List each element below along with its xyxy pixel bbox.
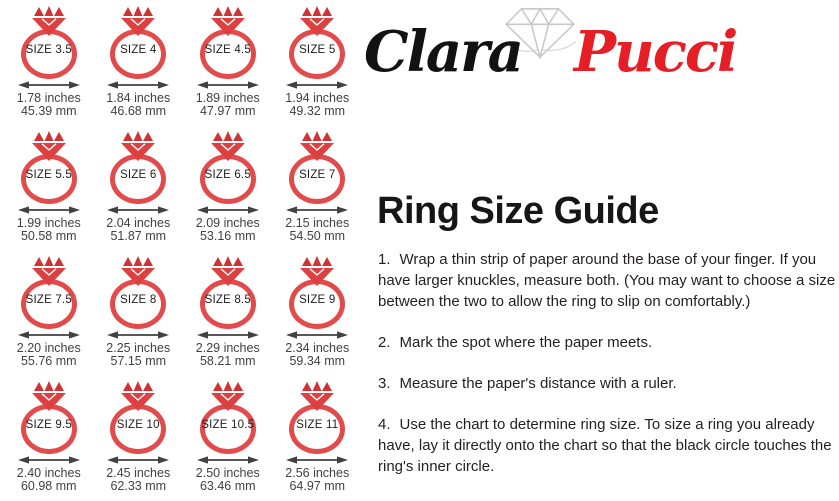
ring-size-cell <box>4 130 94 255</box>
ring-diameter-mm: 64.97 mm <box>289 479 346 493</box>
ring-size-label: SIZE 9 <box>299 294 336 306</box>
ring-size-cell <box>4 380 94 501</box>
step-text: Measure the paper's distance with a ruler. <box>399 375 677 392</box>
instruction-step <box>378 414 839 477</box>
ring-diameter-inches: 1.84 inches <box>106 91 171 105</box>
step-text: Mark the spot where the paper meets. <box>399 334 653 351</box>
ring-diameter-mm: 59.34 mm <box>289 354 346 368</box>
ring-diamond-icon <box>120 256 156 286</box>
ring-size-cell <box>4 255 94 380</box>
diameter-arrow-icon <box>286 330 348 340</box>
ring-size-cell <box>273 255 363 380</box>
diameter-arrow-icon <box>197 330 259 340</box>
ring-size-cell <box>183 130 273 255</box>
ring-diameter-mm: 53.16 mm <box>199 229 256 243</box>
instruction-step <box>378 373 839 394</box>
ring-size-cell <box>183 255 273 380</box>
brand-word-pucci: Pucci <box>573 19 737 85</box>
diameter-arrow-icon <box>107 80 169 90</box>
ring-diameter-mm: 57.15 mm <box>110 354 167 368</box>
ring-diameter-inches: 2.56 inches <box>285 466 350 480</box>
ring-size-cell <box>94 255 184 380</box>
diameter-arrow-icon <box>107 455 169 465</box>
ring-diamond-icon <box>299 131 335 161</box>
ring-size-label: SIZE 6 <box>120 169 157 181</box>
ring-diameter-inches: 2.29 inches <box>195 341 260 355</box>
ring-diameter-mm: 60.98 mm <box>20 479 77 493</box>
ring-diamond-icon <box>31 256 67 286</box>
ring-diameter-inches: 2.45 inches <box>106 466 171 480</box>
step-text: Wrap a thin strip of paper around the base of your finger. If you have larger knuckles, measure both. (You may want to choose a size between the two to allow the ring to slip on comfortably.) <box>378 251 836 310</box>
ring-size-label: SIZE 4.5 <box>204 44 251 56</box>
ring-size-cell <box>183 5 273 130</box>
diameter-arrow-icon <box>18 80 80 90</box>
ring-diameter-inches: 2.25 inches <box>106 341 171 355</box>
ring-diamond-icon <box>120 131 156 161</box>
ring-diameter-inches: 1.99 inches <box>16 216 81 230</box>
ring-size-label: SIZE 5.5 <box>25 169 72 181</box>
ring-size-cell <box>94 380 184 501</box>
ring-diamond-icon <box>210 131 246 161</box>
brand-word-clara: Clara <box>364 19 522 85</box>
diameter-arrow-icon <box>286 80 348 90</box>
instruction-step <box>378 332 839 353</box>
ring-diamond-icon <box>299 256 335 286</box>
ring-diamond-icon <box>210 381 246 411</box>
brand-wordmark <box>364 12 736 92</box>
ring-diameter-mm: 47.97 mm <box>199 104 256 118</box>
ring-diameter-mm: 55.76 mm <box>20 354 77 368</box>
ring-size-cell <box>273 5 363 130</box>
ring-size-label: SIZE 4 <box>120 44 157 56</box>
ring-diameter-inches: 2.20 inches <box>16 341 81 355</box>
ring-diameter-inches: 1.89 inches <box>195 91 260 105</box>
ring-diameter-inches: 2.50 inches <box>195 466 260 480</box>
diameter-arrow-icon <box>18 330 80 340</box>
ring-size-label: SIZE 7.5 <box>25 294 72 306</box>
diameter-arrow-icon <box>197 455 259 465</box>
ring-size-label: SIZE 3.5 <box>25 44 72 56</box>
ring-size-cell <box>183 380 273 501</box>
diameter-arrow-icon <box>18 455 80 465</box>
step-number: 4. <box>378 416 391 433</box>
step-number: 3. <box>378 375 391 392</box>
ring-diameter-mm: 50.58 mm <box>20 229 77 243</box>
ring-diameter-mm: 51.87 mm <box>110 229 167 243</box>
ring-diamond-icon <box>31 6 67 36</box>
diameter-arrow-icon <box>18 205 80 215</box>
diameter-arrow-icon <box>107 330 169 340</box>
ring-size-label: SIZE 11 <box>296 419 339 431</box>
ring-size-cell <box>94 130 184 255</box>
ring-diameter-inches: 1.78 inches <box>16 91 81 105</box>
ring-size-label: SIZE 5 <box>299 44 336 56</box>
brand-logo <box>364 0 834 108</box>
ring-diameter-inches: 2.34 inches <box>285 341 350 355</box>
ring-size-label: SIZE 10.5 <box>201 419 255 431</box>
ring-diamond-icon <box>299 381 335 411</box>
diameter-arrow-icon <box>286 205 348 215</box>
step-number: 2. <box>378 334 391 351</box>
ring-diameter-mm: 45.39 mm <box>20 104 77 118</box>
ring-diamond-icon <box>31 131 67 161</box>
ring-size-cell <box>94 5 184 130</box>
step-number: 1. <box>378 251 391 268</box>
ring-diameter-mm: 54.50 mm <box>289 229 346 243</box>
guide-title: Ring Size Guide <box>377 190 659 232</box>
ring-size-label: SIZE 8 <box>120 294 157 306</box>
ring-diameter-mm: 49.32 mm <box>289 104 346 118</box>
instruction-list <box>378 249 839 497</box>
ring-size-grid <box>4 5 362 501</box>
ring-diamond-icon <box>299 6 335 36</box>
ring-diamond-icon <box>210 6 246 36</box>
ring-size-label: SIZE 10 <box>116 419 160 431</box>
instruction-step <box>378 249 839 312</box>
ring-diameter-mm: 63.46 mm <box>199 479 256 493</box>
ring-diameter-inches: 2.04 inches <box>106 216 171 230</box>
ring-diamond-icon <box>31 381 67 411</box>
ring-diameter-mm: 46.68 mm <box>110 104 167 118</box>
ring-size-cell <box>273 380 363 501</box>
ring-diameter-inches: 1.94 inches <box>285 91 350 105</box>
ring-size-label: SIZE 8.5 <box>204 294 251 306</box>
ring-size-cell <box>4 5 94 130</box>
diameter-arrow-icon <box>286 455 348 465</box>
ring-diamond-icon <box>120 6 156 36</box>
diameter-arrow-icon <box>197 80 259 90</box>
ring-size-label: SIZE 9.5 <box>25 419 72 431</box>
ring-diameter-inches: 2.15 inches <box>285 216 350 230</box>
step-text: Use the chart to determine ring size. To size a ring you already have, lay it directly onto the chart so that the black circle touches the ring's inner circle. <box>378 416 832 475</box>
ring-size-cell <box>273 130 363 255</box>
ring-diameter-inches: 2.40 inches <box>16 466 81 480</box>
ring-size-label: SIZE 7 <box>299 169 336 181</box>
ring-diameter-mm: 62.33 mm <box>110 479 167 493</box>
diameter-arrow-icon <box>107 205 169 215</box>
ring-size-label: SIZE 6.5 <box>204 169 251 181</box>
ring-diamond-icon <box>120 381 156 411</box>
ring-diameter-mm: 58.21 mm <box>199 354 256 368</box>
diameter-arrow-icon <box>197 205 259 215</box>
ring-diamond-icon <box>210 256 246 286</box>
ring-diameter-inches: 2.09 inches <box>195 216 260 230</box>
